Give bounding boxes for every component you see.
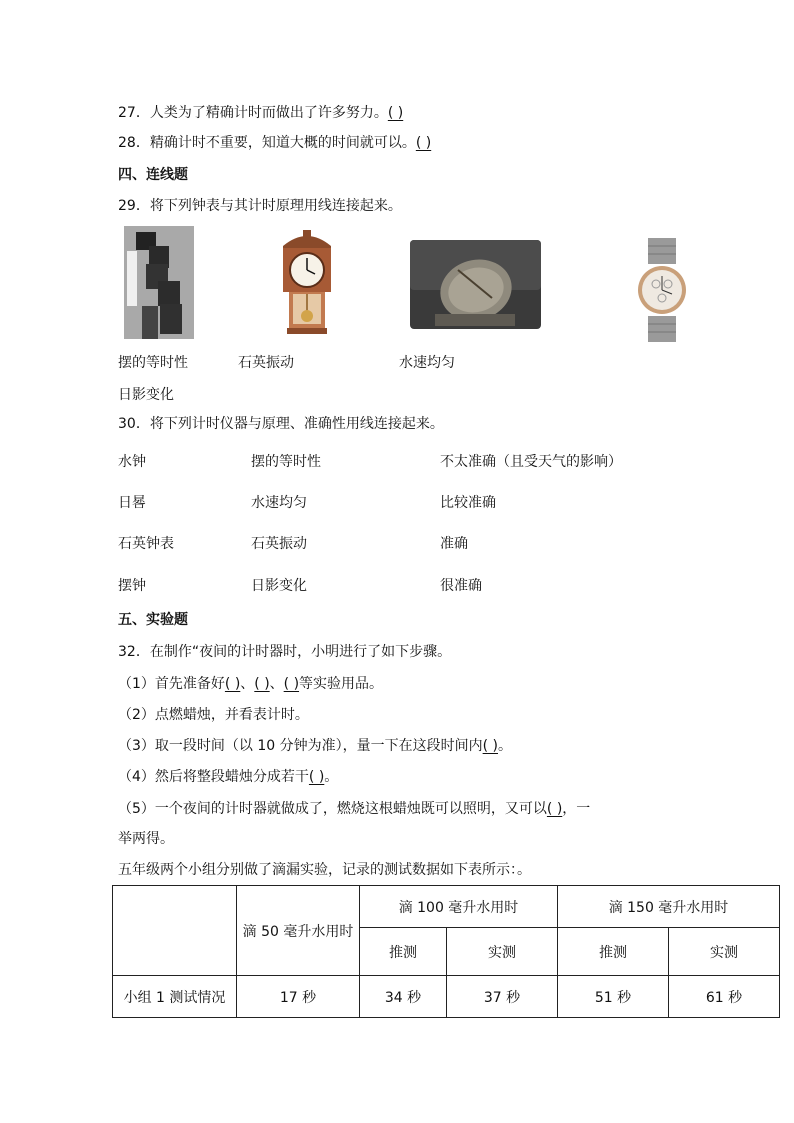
principle-label: 石英振动 [238, 355, 294, 371]
accuracy-label: 比较准确 [440, 495, 496, 511]
step-2: （2）点燃蜡烛，并看表计时。 [118, 707, 309, 723]
accuracy-label: 准确 [440, 536, 468, 552]
answer-blank-28[interactable]: ( ) [415, 135, 432, 151]
wristwatch-image [636, 238, 688, 346]
header-100ml: 滴 100 毫升水用时 [360, 886, 558, 928]
cell-actual-150: 61 秒 [669, 976, 780, 1018]
step-4 [118, 767, 338, 787]
instrument-label: 日晷 [118, 495, 146, 511]
header-guess-150: 推测 [558, 928, 669, 976]
step-5 [118, 799, 590, 819]
principle-label: 日影变化 [118, 387, 174, 403]
drip-experiment-table [112, 885, 780, 1018]
answer-blank[interactable]: ( ) [283, 676, 300, 692]
step-5-tail: ，一 [562, 801, 591, 817]
header-guess-100: 推测 [360, 928, 447, 976]
answer-blank[interactable]: ( ) [308, 769, 325, 785]
question-28 [118, 133, 431, 153]
question-32-text: 32．在制作“夜间的计时器时，小明进行了如下步骤。 [118, 644, 452, 660]
answer-blank[interactable]: ( ) [254, 676, 270, 692]
table-corner-cell [113, 886, 237, 976]
question-28-text: 28．精确计时不重要，知道大概的时间就可以。 [118, 135, 416, 151]
answer-blank[interactable]: ( ) [224, 676, 241, 692]
row-label: 小组 1 测试情况 [113, 976, 237, 1018]
cell-guess-100: 34 秒 [360, 976, 447, 1018]
instrument-label: 石英钟表 [118, 536, 174, 552]
answer-blank[interactable]: ( ) [546, 801, 563, 817]
header-150ml: 滴 150 毫升水用时 [558, 886, 780, 928]
answer-blank[interactable]: ( ) [482, 738, 498, 754]
answer-blank-27[interactable]: ( ) [387, 105, 404, 121]
instrument-label: 摆钟 [118, 578, 146, 594]
principle-label: 摆的等时性 [118, 355, 188, 371]
section-4-heading: 四、连线题 [118, 167, 188, 183]
step-5-continued: 举两得。 [118, 831, 174, 847]
header-actual-150: 实测 [669, 928, 780, 976]
cell-actual-100: 37 秒 [447, 976, 558, 1018]
instrument-label: 水钟 [118, 454, 146, 470]
separator: 、 [240, 676, 255, 692]
step-1 [118, 674, 383, 694]
principle-label: 水速均匀 [399, 355, 455, 371]
table-row [113, 976, 780, 1018]
cell-guess-150: 51 秒 [558, 976, 669, 1018]
principle-label: 日影变化 [251, 578, 307, 594]
separator: 、 [269, 676, 284, 692]
water-clock-image [124, 226, 194, 343]
step-3 [118, 736, 512, 756]
step-1-tail: 等实验用品。 [299, 676, 384, 692]
question-27-text: 27．人类为了精确计时而做出了许多努力。 [118, 105, 388, 121]
pendulum-clock-image [277, 228, 337, 340]
step-4-text: （4）然后将整段蜡烛分成若干 [118, 769, 309, 785]
step-1-text: （1）首先准备好 [118, 676, 225, 692]
question-30-text: 30．将下列计时仪器与原理、准确性用线连接起来。 [118, 416, 444, 432]
step-3-tail: 。 [498, 738, 512, 754]
step-5-text: （5）一个夜间的计时器就做成了，燃烧这根蜡烛既可以照明，又可以 [118, 801, 547, 817]
accuracy-label: 不太准确（且受天气的影响） [440, 454, 622, 470]
table-intro: 五年级两个小组分别做了滴漏实验，记录的测试数据如下表所示：。 [118, 862, 531, 878]
header-actual-100: 实测 [447, 928, 558, 976]
header-50ml: 滴 50 毫升水用时 [237, 886, 360, 976]
principle-label: 石英振动 [251, 536, 307, 552]
section-5-heading: 五、实验题 [118, 612, 188, 628]
question-27 [118, 103, 403, 123]
sundial-image [410, 240, 541, 333]
question-29-text: 29．将下列钟表与其计时原理用线连接起来。 [118, 198, 402, 214]
principle-label: 水速均匀 [251, 495, 307, 511]
accuracy-label: 很准确 [440, 578, 482, 594]
principle-label: 摆的等时性 [251, 454, 321, 470]
step-3-text: （3）取一段时间（以 10 分钟为准），量一下在这段时间内 [118, 738, 483, 754]
cell-50ml: 17 秒 [237, 976, 360, 1018]
step-4-tail: 。 [324, 769, 339, 785]
